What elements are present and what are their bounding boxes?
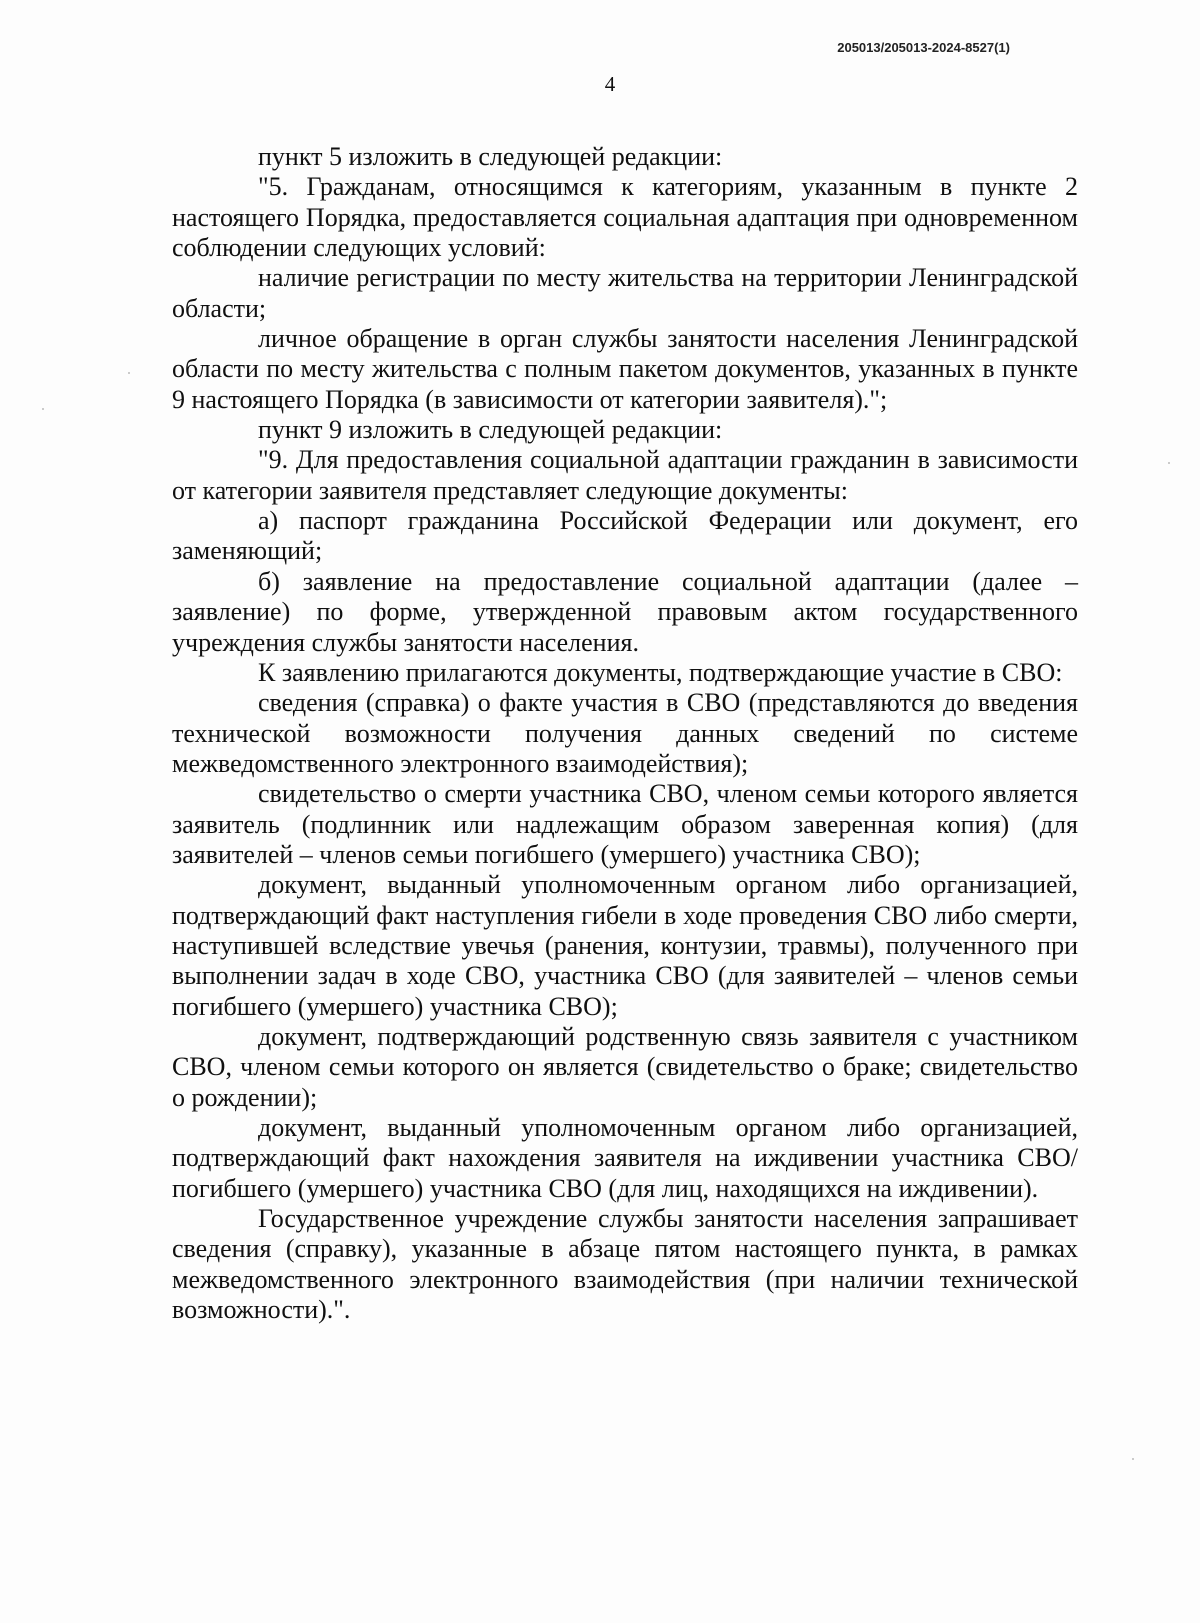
paragraph: пункт 9 изложить в следующей редакции: bbox=[258, 415, 723, 445]
document-id: 205013/205013-2024-8527(1) bbox=[837, 40, 1010, 55]
paragraph: сведения (справка) о факте участия в СВО (представляются до введения технической возможности получения данных сведений по системе межведомственного электронного взаимодействия); bbox=[172, 688, 1078, 778]
paragraph: "5. Гражданам, относящимся к категориям, указанным в пункте 2 настоящего Порядка, предоставляется социальная адаптация при одновременном соблюдении следующих условий: bbox=[172, 172, 1078, 263]
paragraph: документ, подтверждающий родственную связь заявителя с участником СВО, членом семьи которого он является (свидетельство о браке; свидетельство о рождении); bbox=[172, 1021, 1078, 1112]
paragraph: а) паспорт гражданина Российской Федерации или документ, его заменяющий; bbox=[172, 506, 1078, 566]
paragraph: документ, выданный уполномоченным органом либо организацией, подтверждающий факт нахождения заявителя на иждивении участника СВО/погибшего (умершего) участника СВО (для лиц, находящихся на иждивении). bbox=[172, 1113, 1078, 1203]
paragraph: документ, выданный уполномоченным органом либо организацией, подтверждающий факт наступления гибели в ходе проведения СВО либо смерти, наступившей вследствие увечья (ранения, контузии, травмы), полученного при выполнении задач в ходе СВО, участника СВО (для заявителей – членов семьи погибшего (умершего) участника СВО); bbox=[172, 870, 1078, 1021]
paragraph: свидетельство о смерти участника СВО, членом семьи которого является заявитель (подлинник или надлежащим образом заверенная копия) (для заявителей – членов семьи погибшего (умершего) участника СВО); bbox=[172, 779, 1078, 869]
scan-speck bbox=[42, 408, 44, 410]
paragraph: Государственное учреждение службы занятости населения запрашивает сведения (справку), указанные в абзаце пятом настоящего пункта, в рамках межведомственного электронного взаимодействия (при наличии технической возможности).". bbox=[172, 1204, 1078, 1325]
paragraph: пункт 5 изложить в следующей редакции: bbox=[258, 142, 723, 171]
scan-speck bbox=[1168, 462, 1170, 464]
scan-speck bbox=[1132, 1458, 1134, 1460]
paragraph: К заявлению прилагаются документы, подтверждающие участие в СВО: bbox=[258, 657, 1063, 687]
scan-speck bbox=[128, 372, 130, 374]
paragraph: "9. Для предоставления социальной адаптации гражданин в зависимости от категории заявителя представляет следующие документы: bbox=[172, 445, 1078, 505]
paragraph: наличие регистрации по месту жительства на территории Ленинградской области; bbox=[172, 263, 1078, 323]
document-body bbox=[172, 142, 1078, 1325]
paragraph: личное обращение в орган службы занятости населения Ленинградской области по месту жительства с полным пакетом документов, указанных в пункте 9 настоящего Порядка (в зависимости от категории заявителя)."; bbox=[172, 324, 1078, 414]
paragraph: б) заявление на предоставление социальной адаптации (далее – заявление) по форме, утвержденной правовым актом государственного учреждения службы занятости населения. bbox=[172, 566, 1078, 657]
page-number: 4 bbox=[604, 72, 616, 96]
